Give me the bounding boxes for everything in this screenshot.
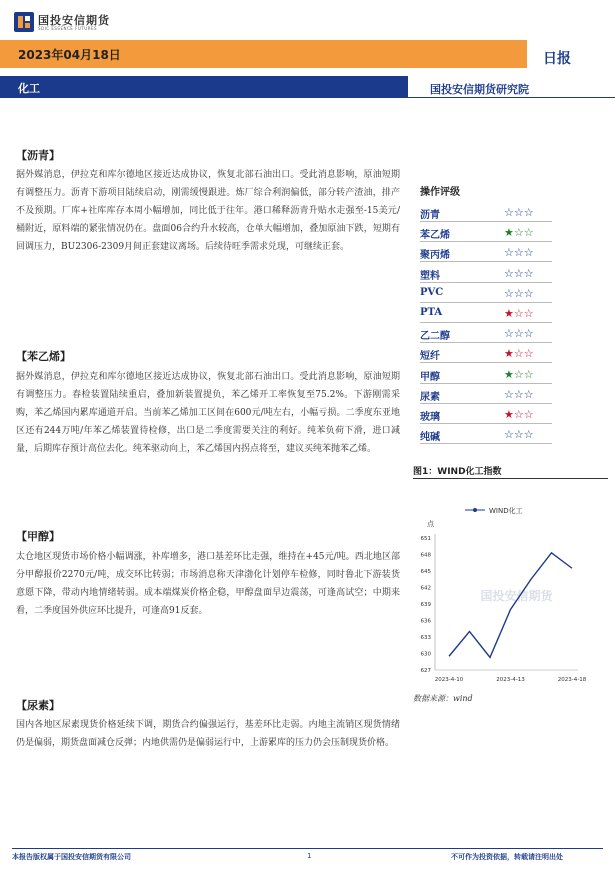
section-title-methanol: 【甲醇】 [16, 530, 60, 543]
y-tick-label: 636 [420, 618, 431, 625]
section-text-methanol: 太仓地区现货市场价格小幅调涨，补库增多，港口基差环比走强，维持在+45元/吨。西北地区部分甲醇报价2270元/吨，成交环比转弱；市场消息称天津渤化计划停车检修，同时鲁北下游装货意愿下降，带动内地情绪转弱。成本端煤炭价格企稳，甲醇盘面早边震荡，可逢高试空；中期来看，二季度国外供应环比提升，可逢高91反套。 [16, 552, 400, 616]
rating-product-name: 短纤 [420, 351, 440, 363]
rating-row [420, 304, 552, 324]
report-type: 日报 [543, 51, 571, 67]
rating-stars-icon: ☆☆☆ [504, 266, 534, 280]
rating-stars-icon: ★☆☆ [504, 226, 534, 240]
header-divider [408, 97, 615, 98]
rating-row [420, 425, 552, 445]
rating-stars-icon: ★☆☆ [504, 307, 534, 320]
rating-row-divider [420, 282, 552, 283]
rating-product-name: 尿素 [420, 391, 440, 403]
report-date: 2023年04月18日 [18, 48, 121, 62]
rating-product-name: 纯碱 [420, 432, 440, 444]
rating-row-divider [420, 403, 552, 404]
section-name: 化工 [18, 82, 40, 95]
rating-product-name: 玻璃 [420, 412, 440, 423]
rating-product-name: 塑料 [420, 270, 440, 282]
footer-disclaimer: 不可作为投资依据，转载请注明出处 [451, 853, 563, 861]
rating-row [420, 203, 552, 223]
rating-product-name: PTA [420, 307, 443, 318]
rating-stars-icon: ★☆☆ [504, 347, 534, 361]
rating-product-name: PVC [420, 286, 444, 298]
institute-name: 国投安信期货研究院 [430, 83, 529, 96]
y-tick-label: 648 [420, 552, 431, 559]
series-line-wind-chemical [449, 553, 572, 658]
section-title-urea: 【尿素】 [16, 699, 60, 712]
rating-row [420, 243, 552, 263]
rating-stars-icon: ★☆☆ [504, 367, 534, 381]
logo-subtitle: SDIC ESSENCE FUTURES [38, 26, 98, 31]
figure-source: 数据来源：wind [413, 694, 473, 703]
rating-product-name: 甲醇 [420, 371, 440, 383]
rating-row [420, 284, 552, 304]
watermark-text: 国投安信期货 [480, 589, 553, 603]
figure-title-divider [413, 478, 608, 479]
rating-row-divider [420, 342, 552, 343]
rating-stars-icon: ☆☆☆ [504, 206, 534, 219]
rating-row [420, 264, 552, 284]
logo-text: 国投安信期货 [38, 14, 110, 27]
rating-row-divider [420, 443, 552, 444]
section-text-asphalt: 据外媒消息，伊拉克和库尔德地区接近达成协议，恢复北部石油出口。受此消息影响，原油短期有调整压力。沥青下游项目陆续启动，刚需缓慢跟进。炼厂综合利润偏低，部分转产渣油，排产不及预期。厂库+社库库存本周小幅增加，同比低于往年。港口稀释沥青升贴水走强至-15美元/桶附近，原料端的紧张情况仍在。盘面06合约升水较高，仓单大幅增加，叠加原油下跌，短期有回调压力，BU2306-2309月间正套建议离场。后续待旺季需求兑现，可继续正套。 [16, 170, 400, 252]
legend-marker [473, 508, 477, 512]
y-tick-label: 639 [420, 602, 431, 608]
rating-row [420, 344, 552, 364]
rating-product-name: 乙二醇 [420, 331, 450, 343]
rating-row-divider [420, 221, 552, 222]
rating-row-divider [420, 423, 552, 424]
rating-row-divider [420, 261, 552, 262]
section-title-styrene: 【苯乙烯】 [16, 350, 71, 363]
rating-stars-icon: ☆☆☆ [504, 387, 534, 401]
rating-row [420, 365, 552, 385]
section-title-asphalt: 【沥青】 [16, 149, 60, 162]
rating-product-name: 沥青 [420, 210, 440, 221]
section-text-styrene: 据外媒消息，伊拉克和库尔德地区接近达成协议，恢复北部石油出口。受此消息影响，原油短期有调整压力。春检装置陆续重启，叠加新装置提负，苯乙烯开工率恢复至75.2%。下游刚需采购，苯乙烯国内累库通道开启。当前苯乙烯加工区间在600元/吨左右，小幅亏损。二季度东亚地区还有244万吨/年苯乙烯装置待检修，出口是二季度需要关注的利好。纯苯负荷下滑，进口减量，后期库存预计高位去化。纯苯驱动向上，苯乙烯国内拐点将至，建议买纯苯抛苯乙烯。 [16, 372, 400, 454]
rating-row [420, 385, 552, 405]
x-tick-label: 2023-4-10 [434, 677, 464, 683]
rating-row [420, 223, 552, 243]
rating-row-divider [420, 241, 552, 242]
rating-stars-icon: ☆☆☆ [504, 246, 534, 260]
x-tick-label: 2023-4-18 [557, 677, 587, 683]
rating-row-divider [420, 362, 552, 363]
rating-stars-icon: ☆☆☆ [504, 286, 534, 300]
section-text-urea: 国内各地区尿素现货价格延续下调，期货合约偏强运行，基差环比走弱。内地主流销区现货情绪仍是偏弱，期货盘面减仓反弹；内地供需仍是偏弱运行中，上游累库的压力仍会压制现货价格。 [16, 720, 400, 748]
page-number: 1 [307, 852, 312, 860]
y-tick-label: 630 [420, 651, 431, 658]
rating-title: 操作评级 [420, 187, 460, 198]
rating-row-divider [420, 383, 552, 384]
rating-row-divider [420, 322, 552, 323]
footer-copyright: 本报告版权属于国投安信期货有限公司 [12, 853, 131, 861]
legend-entry: WIND化工 [489, 507, 523, 515]
figure-title: 图1：WIND化工指数 [413, 467, 502, 477]
y-tick-label: 627 [420, 668, 431, 674]
rating-row [420, 405, 552, 425]
y-tick-label: 633 [420, 635, 431, 641]
y-tick-label: 651 [420, 536, 431, 542]
rating-row-divider [420, 302, 552, 303]
rating-stars-icon: ☆☆☆ [504, 327, 534, 341]
rating-stars-icon: ☆☆☆ [504, 428, 534, 442]
footer-divider [12, 848, 603, 849]
y-axis-label: 点 [427, 520, 434, 528]
y-tick-label: 645 [420, 569, 431, 575]
rating-row [420, 324, 552, 344]
rating-stars-icon: ★☆☆ [504, 408, 534, 421]
rating-product-name: 聚丙烯 [420, 250, 450, 262]
x-tick-label: 2023-4-13 [496, 677, 525, 683]
y-tick-label: 642 [420, 585, 431, 592]
company-logo-icon [14, 12, 34, 32]
section-banner [0, 76, 408, 98]
rating-product-name: 苯乙烯 [420, 230, 450, 242]
wind-chemical-index-chart [413, 490, 608, 688]
